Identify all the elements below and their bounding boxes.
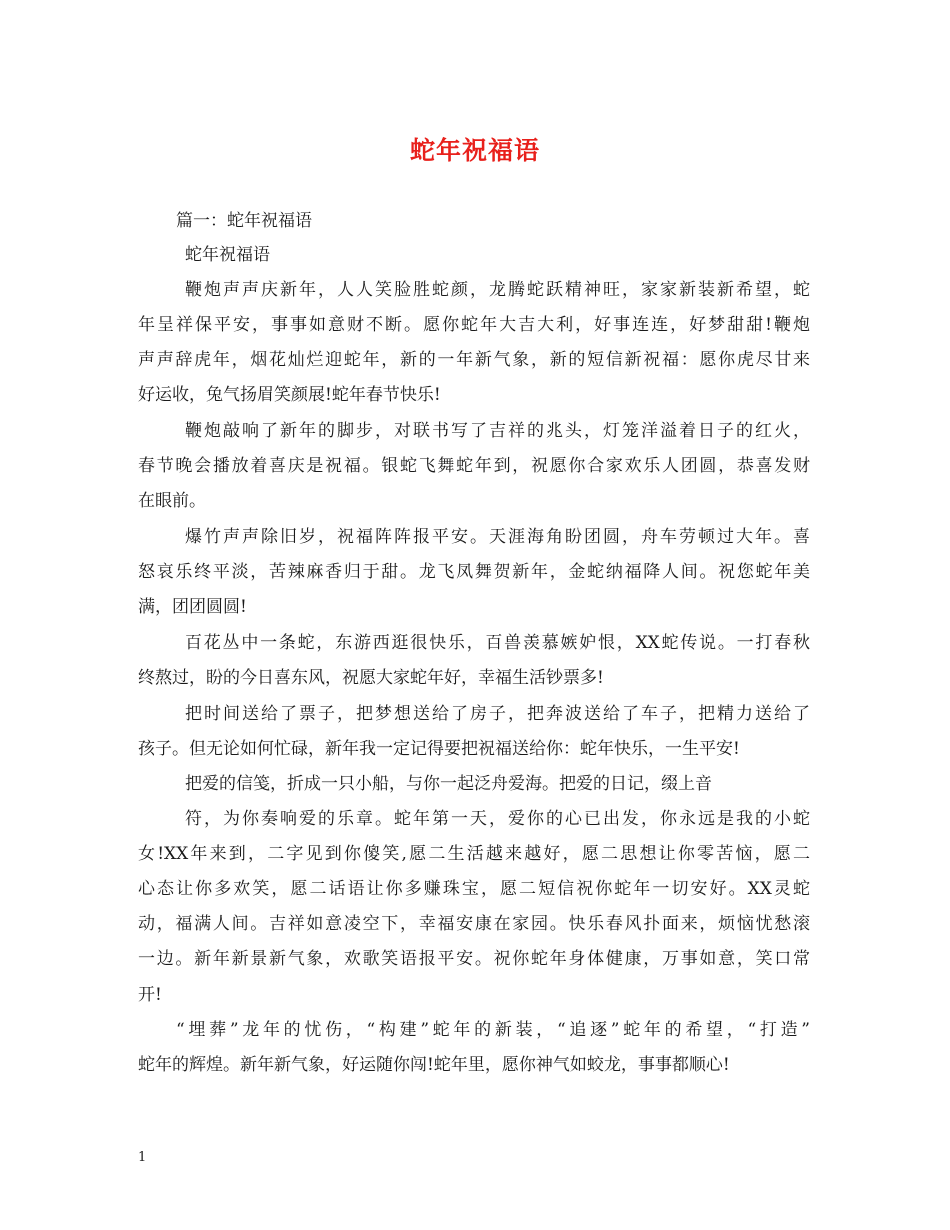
paragraph-line: 在眼前。 <box>138 491 206 511</box>
paragraph-line: 符，为你奏响爱的乐章。蛇年第一天，爱你的心已出发，你永远是我的小蛇 <box>185 809 810 829</box>
paragraph-line: 百花丛中一条蛇，东游西逛很快乐，百兽羡慕嫉妒恨，XX蛇传说。一打春秋 <box>185 633 810 653</box>
paragraph-line: 好运收，兔气扬眉笑颜展!蛇年春节快乐! <box>138 385 441 405</box>
paragraph-line: 满，团团圆圆! <box>138 597 247 617</box>
paragraph-line: 鞭炮敲响了新年的脚步，对联书写了吉祥的兆头，灯笼洋溢着日子的红火， <box>185 421 810 441</box>
paragraph-line: 终熬过，盼的今日喜东风，祝愿大家蛇年好，幸福生活钞票多! <box>138 668 604 688</box>
paragraph-line: 心态让你多欢笑，愿二话语让你多赚珠宝，愿二短信祝你蛇年一切安好。XX灵蛇 <box>138 879 810 899</box>
paragraph-line: 怒哀乐终平淡，苦辣麻香归于甜。龙飞凤舞贺新年，金蛇纳福降人间。祝您蛇年美 <box>138 562 810 582</box>
paragraph-line: 蛇年的辉煌。新年新气象，好运随你闯!蛇年里，愿你神气如蛟龙，事事都顺心! <box>138 1055 730 1075</box>
section-heading: 篇一：蛇年祝福语 <box>176 211 312 231</box>
paragraph-line: 把爱的信笺，折成一只小船，与你一起泛舟爱海。把爱的日记，缀上音 <box>185 774 712 794</box>
paragraph-line: 开! <box>138 985 162 1005</box>
paragraph-line: 女!XX年来到，二字见到你傻笑,愿二生活越来越好，愿二思想让你零苦恼，愿二 <box>138 844 810 864</box>
paragraph-line: 春节晚会播放着喜庆是祝福。银蛇飞舞蛇年到，祝愿你合家欢乐人团圆，恭喜发财 <box>138 456 810 476</box>
paragraph-line: 孩子。但无论如何忙碌，新年我一定记得要把祝福送给你：蛇年快乐，一生平安! <box>138 739 740 759</box>
paragraph-line: 爆竹声声除旧岁，祝福阵阵报平安。天涯海角盼团圆，舟车劳顿过大年。喜 <box>185 527 810 547</box>
paragraph-line: “埋葬”龙年的忧伤，“构建”蛇年的新装，“追逐”蛇年的希望，“打造” <box>176 1020 810 1040</box>
paragraph-line: 声声辞虎年，烟花灿烂迎蛇年，新的一年新气象，新的短信新祝福：愿你虎尽甘来 <box>138 350 810 370</box>
subheading: 蛇年祝福语 <box>185 245 270 265</box>
paragraph-line: 鞭炮声声庆新年，人人笑脸胜蛇颜，龙腾蛇跃精神旺，家家新装新希望，蛇 <box>185 280 810 300</box>
paragraph-line: 把时间送给了票子，把梦想送给了房子，把奔波送给了车子，把精力送给了 <box>185 704 810 724</box>
paragraph-line: 动，福满人间。吉祥如意凌空下，幸福安康在家园。快乐春风扑面来，烦恼忧愁滚 <box>138 914 810 934</box>
paragraph-line: 年呈祥保平安，事事如意财不断。愿你蛇年大吉大利，好事连连，好梦甜甜!鞭炮 <box>138 315 810 335</box>
document-title: 蛇年祝福语 <box>409 136 540 165</box>
paragraph-line: 一边。新年新景新气象，欢歌笑语报平安。祝你蛇年身体健康，万事如意，笑口常 <box>138 949 810 969</box>
page-number: 1 <box>138 1150 147 1165</box>
